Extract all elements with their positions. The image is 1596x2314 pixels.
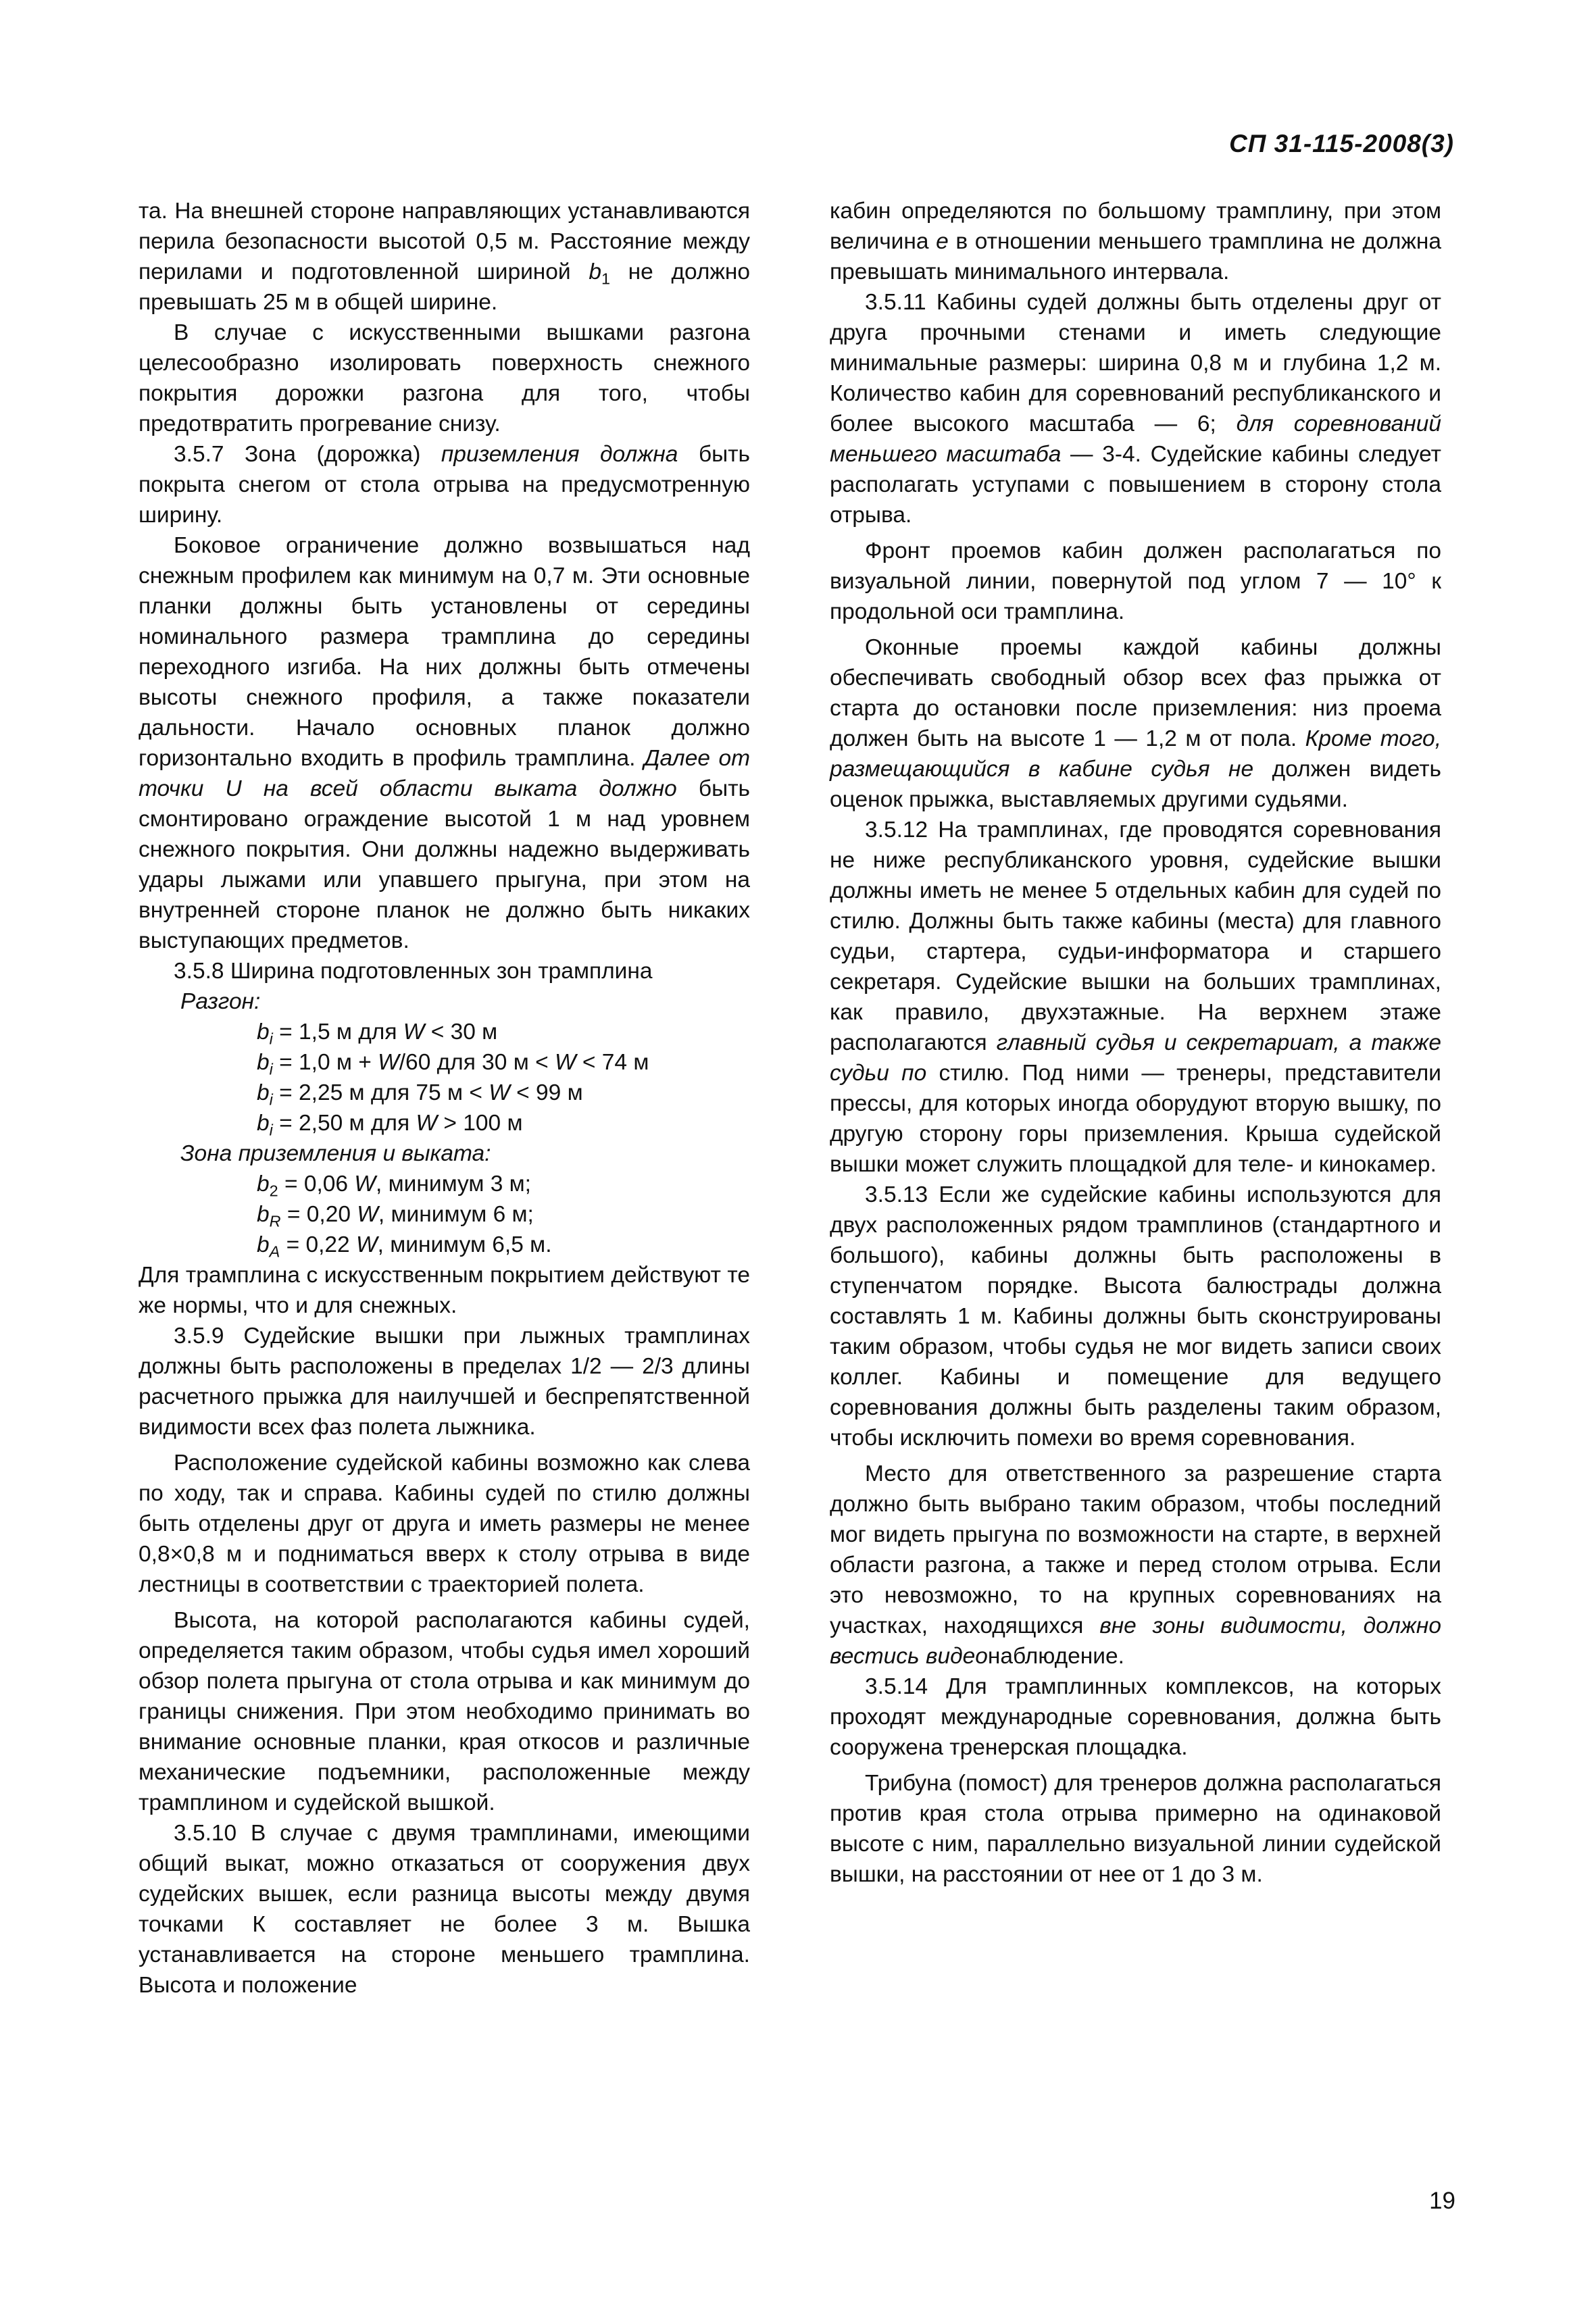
paragraph: та. На внешней стороне направляющих устанавливаются перила безопасности высотой 0,5 м. Расстояние между перилами и подготовленной шириной $b_1$ не должно превышать 25 м в общей ширине. [139, 199, 750, 315]
paragraph: В случае с искусственными вышками разгона целесообразно изолировать поверхность снежного покрытия дорожки разгона для того, чтобы предотвратить прогревание снизу. [139, 320, 750, 436]
document-code: СП 31-115-2008(3) [1229, 130, 1454, 157]
formula-line: $b_i = 2,50$ м для W > 100 м [257, 1111, 523, 1139]
right-text-column [830, 196, 1441, 1890]
formula-line: $b_R = 0,20$ W, минимум 6 м; [257, 1202, 534, 1230]
paragraph: Место для ответственного за разрешение старта должно быть выбрано таким образом, чтобы последний мог видеть прыгуна по возможности на старте, в верхней области разгона, а также и перед столом отрыва. Если это невозможно, то на крупных соревнованиях на участках, находящихся вне зоны видимости, должно вестись видеонаблюдение. [830, 1461, 1441, 1669]
left-text-column [139, 196, 750, 2001]
paragraph: 3.5.9 Судейские вышки при лыжных трамплинах должны быть расположены в пределах 1/2 — 2/3 длины расчетного прыжка для наилучшей и беспрепятственной видимости всех фаз полета лыжника. [139, 1324, 750, 1440]
paragraph: Трибуна (помост) для тренеров должна располагаться против края стола отрыва примерно на одинаковой высоте с ним, параллельно визуальной линии судейской вышки, на расстоянии от нее от 1 до 3 м. [830, 1771, 1441, 1887]
paragraph: Оконные проемы каждой кабины должны обеспечивать свободный обзор всех фаз прыжка от старта до остановки после приземления: низ проема должен быть на высоте 1 — 1,2 м от пола. Кроме того, размещающийся в кабине судья не должен видеть оценок прыжка, выставляемых другими судьями. [830, 635, 1441, 812]
formula-line: $b_i = 1,5$ м для W < 30 м [257, 1020, 498, 1048]
formula-line: $b_i = 1,0$ м + W/60 для 30 м < W < 74 м [257, 1050, 649, 1078]
paragraph: 3.5.14 Для трамплинных комплексов, на которых проходят международные соревнования, должна быть сооружена тренерская площадка. [830, 1674, 1441, 1760]
formula-line: $b_i = 2,25$ м для 75 м < W < 99 м [257, 1080, 583, 1109]
page-number: 19 [1429, 2188, 1455, 2214]
paragraph: 3.5.13 Если же судейские кабины используются для двух расположенных рядом трамплинов (стандартного и большого), кабины должны быть расположены в ступенчатом порядке. Высота балюстрады должна составлять 1 м. Кабины должны быть сконструированы таким образом, чтобы судья не мог видеть записи своих коллег. Кабины и помещение для ведущего соревнования должны быть разделены таким образом, чтобы исключить помехи во время соревнования. [830, 1182, 1441, 1451]
paragraph: Боковое ограничение должно возвышаться над снежным профилем как минимум на 0,7 м. Эти основные планки должны быть установлены от середины номинального размера трамплина до середины переходного изгиба. На них должны быть отмечены высоты снежного профиля, а также показатели дальности. Начало основных планок должно горизонтально входить в профиль трамплина. Далее от точки U на всей области выката должно быть смонтировано ограждение высотой 1 м над уровнем снежного покрытия. Они должны надежно выдерживать удары лыжами или упавшего прыгуна, при этом на внутренней стороне планок не должно быть никаких выступающих предметов. [139, 533, 751, 953]
subheading: Зона приземления и выката: [180, 1141, 491, 1166]
paragraph: 3.5.7 Зона (дорожка) приземления должна быть покрыта снегом от стола отрыва на предусмотренную ширину. [139, 442, 751, 528]
paragraph: 3.5.11 Кабины судей должны быть отделены друг от друга прочными стенами и иметь следующие минимальные размеры: ширина 0,8 м и глубина 1,2 м. Количество кабин для соревнований республиканского и более высокого масштаба — 6; для соревнований меньшего масштаба — 3-4. Судейские кабины следует располагать уступами с повышением в сторону стола отрыва. [830, 290, 1441, 528]
paragraph: 3.5.8 Ширина подготовленных зон трамплина [174, 959, 653, 984]
paragraph: кабин определяются по большому трамплину, при этом величина e в отношении меньшего трамплина не должна превышать минимального интервала. [830, 199, 1442, 284]
paragraph: Фронт проемов кабин должен располагаться по визуальной линии, повернутой под углом 7 — 10° к продольной оси трамплина. [830, 538, 1441, 624]
paragraph: 3.5.12 На трамплинах, где проводятся соревнования не ниже республиканского уровня, судейские вышки должны иметь не менее 5 отдельных кабин для судей по стилю. Должны быть также кабины (места) для главного судьи, стартера, судьи-информатора и старшего секретаря. Судейские вышки на больших трамплинах, как правило, двухэтажные. На верхнем этаже располагаются главный судья и секретариат, а также судьи по стилю. Под ними — тренеры, представители прессы, для которых иногда оборудуют вторую вышку, по другую сторону горы приземления. Крыша судейской вышки может служить площадкой для теле- и кинокамер. [830, 818, 1441, 1177]
paragraph: Для трамплина с искусственным покрытием действуют те же нормы, что и для снежных. [139, 1263, 750, 1318]
formula-line: $b_2 = 0,06$ W, минимум 3 м; [257, 1172, 531, 1200]
formula-line: $b_A = 0,22$ W, минимум 6,5 м. [257, 1232, 552, 1261]
subheading: Разгон: [180, 989, 261, 1014]
paragraph: Высота, на которой располагаются кабины судей, определяется таким образом, чтобы судья имел хороший обзор полета прыгуна от стола отрыва и как минимум до границы снижения. При этом необходимо принимать во внимание основные планки, края откосов и различные механические подъемники, расположенные между трамплином и судейской вышкой. [139, 1608, 750, 1815]
paragraph: Расположение судейской кабины возможно как слева по ходу, так и справа. Кабины судей по стилю должны быть отделены друг от друга и иметь размеры не менее 0,8×0,8 м и подниматься вверх к столу отрыва в виде лестницы в соответствии с траекторией полета. [139, 1451, 750, 1597]
paragraph: 3.5.10 В случае с двумя трамплинами, имеющими общий выкат, можно отказаться от сооружения двух судейских вышек, если разница высоты между двумя точками К составляет не более 3 м. Вышка устанавливается на стороне меньшего трамплина. Высота и положение [139, 1821, 750, 1998]
